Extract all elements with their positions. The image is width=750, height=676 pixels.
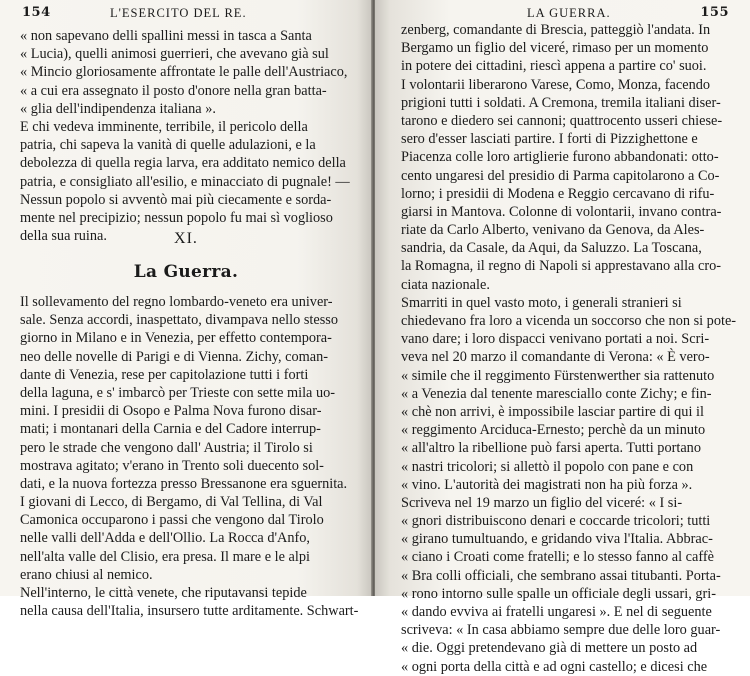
text-line: vano dare; i loro dispacci venivano portati a noi. Scri- <box>401 331 710 348</box>
text-line: « die. Oggi pretendevano già di mettere un posto ad <box>401 640 698 657</box>
text-line: « simile che il reggimento Fürstenwerther sia rattenuto <box>401 367 715 384</box>
text-line: giorno in Milano e in Venezia, per effetto contempora- <box>20 330 332 347</box>
text-line: dati, e la nuova fortezza presso Bressanone era sguernita. <box>20 475 348 492</box>
text-line: cento ungaresi del presidio di Parma capitolarono a Co- <box>401 167 720 184</box>
text-line: tarono e diedero sei cannoni; quattrocento usseri chiese- <box>401 112 723 129</box>
text-line: zenberg, comandante di Brescia, patteggiò l'andata. In <box>401 22 711 38</box>
text-line: Camonica occuparono i passi che vengono dal Tirolo <box>20 512 324 529</box>
text-line: giarsi in Mantova. Colonne di volontarii, invano contra- <box>401 203 722 220</box>
text-line: « a cui era assegnato il posto d'onore nella gran batta- <box>20 82 327 99</box>
text-line: veva nel 20 marzo il comandante di Verona: « È vero- <box>401 349 710 366</box>
text-line: sero d'esser lasciati partire. I forti di Pizzighettone e <box>401 131 698 148</box>
text-line: nelle valli dell'Adda e dell'Ollio. La Rocca d'Anfo, <box>20 530 311 547</box>
text-line: « vino. L'autorità dei magistrati non ha più forza ». <box>401 476 693 493</box>
text-line: « reggimento Arciduca-Ernesto; perchè da un minuto <box>401 422 706 439</box>
text-line: Nessun popolo si avventò mai più ciecamente e sorda- <box>20 191 332 208</box>
text-line: riate da Carlo Alberto, venivano da Genova, da Ales- <box>401 222 705 239</box>
text-line: patria, chi sapeva la vanità di quelle adulazioni, e la <box>20 137 316 154</box>
text-line: della laguna, e s' imbarcò per Trieste con sette mila uo- <box>20 384 336 401</box>
text-line: « girano tumultuando, e gridando viva l'Italia. Abbrac- <box>401 531 713 548</box>
text-line: la Romagna, il regno di Napoli si apprestavano alla cro- <box>401 258 721 275</box>
text-line: neo delle novelle di Parigi e di Vienna. Zichy, coman- <box>20 348 329 365</box>
text-line: « Bra colli officiali, che sembrano assai titubanti. Porta- <box>401 567 721 584</box>
text-line: della sua ruina. <box>20 228 107 245</box>
text-line: I giovani di Lecco, di Bergamo, di Val Tellina, di Val <box>20 494 323 511</box>
text-line: Bergamo un figlio del viceré, rimaso per un momento <box>401 40 709 57</box>
text-line: « rono intorno sulle spalle un officiale degli ussari, gri- <box>401 585 716 602</box>
text-line: dante di Venezia, rese per capitolazione tutti i forti <box>20 366 309 383</box>
text-line: « chè non arrivi, è impossibile lasciar partire di qui il <box>401 403 704 420</box>
text-line: patria, e consigliato all'esilio, e minacciato di pugnale! — <box>20 173 350 190</box>
text-line: nell'alta valle del Clisio, era presa. Il mare e le alpi <box>20 548 310 565</box>
text-line: I volontarii liberarono Varese, Como, Monza, facendo <box>401 76 711 93</box>
left-top-text-block <box>20 27 358 245</box>
text-line: « Lucia), quelli animosi guerrieri, che avevano già sul <box>20 46 329 63</box>
text-line: Smarriti in quel vasto moto, i generali stranieri si <box>401 294 682 311</box>
right-page <box>375 0 750 675</box>
right-running-title: LA GUERRA. <box>527 6 611 20</box>
text-line: scriveva: « In casa abbiamo sempre due delle loro guar- <box>401 622 721 639</box>
text-line: « a Venezia dal tenente maresciallo conte Zichy; e fin- <box>401 385 712 402</box>
text-line: Nell'interno, le città venete, che riputavansi tepide <box>20 585 307 601</box>
text-line: mente nel precipizio; nessun popolo fu mai sì voglioso <box>20 209 333 226</box>
text-line: chiedevano fra loro a vicenda un soccorso che non si pote- <box>401 313 737 329</box>
left-running-title: L'ESERCITO DEL RE. <box>110 6 247 20</box>
chapter-number: XI. <box>174 230 198 247</box>
left-page-number: 154 <box>22 5 51 20</box>
text-line: debolezza di quella regia larva, era additato nemico della <box>20 155 346 172</box>
text-line: « non sapevano delli spallini messi in tasca a Santa <box>20 28 312 44</box>
text-line: « gnori distribuiscono denari e coccarde tricolori; tutti <box>401 513 711 530</box>
text-line: in potere dei cittadini, riescì appena a partire co' suoi. <box>401 58 707 75</box>
text-line: « dando evviva ai fratelli ungaresi ». E nel di seguente <box>401 604 712 620</box>
text-line: Piacenza colle loro artiglierie furono abbandonati: otto- <box>401 149 719 166</box>
right-page-number: 155 <box>700 5 729 20</box>
text-line: pero le strade che vengono dall' Austria; il Tirolo si <box>20 439 313 456</box>
text-line: mostrava agitato; v'erano in Trento soli duecento sol- <box>20 457 324 474</box>
text-line: prigioni tutti i soldati. A Cremona, tremila italiani diser- <box>401 94 721 111</box>
text-line: « glia dell'indipendenza italiana ». <box>20 100 216 117</box>
text-line: « nastri tricolori; si allettò il popolo con pane e con <box>401 458 694 475</box>
text-line: « Mincio gloriosamente affrontate le palle dell'Austriaco, <box>20 64 348 81</box>
text-line: lorno; i presidii di Modena e Reggio cercavano di rifu- <box>401 185 715 202</box>
text-line: « all'altro la ribellione può farsi aperta. Tutti portano <box>401 440 701 457</box>
right-text-block <box>401 21 745 676</box>
left-bottom-text-block <box>20 293 358 620</box>
text-line: « ciano i Croati come fratelli; e lo stesso fanno al caffè <box>401 549 714 566</box>
chapter-title: La Guerra. <box>133 262 239 282</box>
text-line: sandria, da Casale, da Aqui, da Saluzzo. La Toscana, <box>401 240 702 257</box>
text-line: « ogni porta della città e ad ogni castello; e dicesi che <box>401 658 708 675</box>
text-line: erano chiusi al nemico. <box>20 566 153 583</box>
left-page <box>0 0 372 620</box>
text-line: Scriveva nel 19 marzo un figlio del viceré: « I si- <box>401 494 683 511</box>
text-line: sale. Senza accordi, inaspettato, divampava nello stesso <box>20 312 339 329</box>
text-line: ciata nazionale. <box>401 276 490 293</box>
text-line: E chi vedeva imminente, terribile, il pericolo della <box>20 118 308 135</box>
text-line: mati; i montanari della Carnia e del Cadore interrup- <box>20 421 321 438</box>
left-running-head <box>22 6 352 22</box>
right-running-head <box>399 6 729 22</box>
text-line: mini. I presidii di Osopo e Palma Nova furono disar- <box>20 403 322 420</box>
text-line: Il sollevamento del regno lombardo-veneto era univer- <box>20 294 333 310</box>
text-line: nella causa dell'Italia, insursero tutte arditamente. Schwart- <box>20 603 359 620</box>
